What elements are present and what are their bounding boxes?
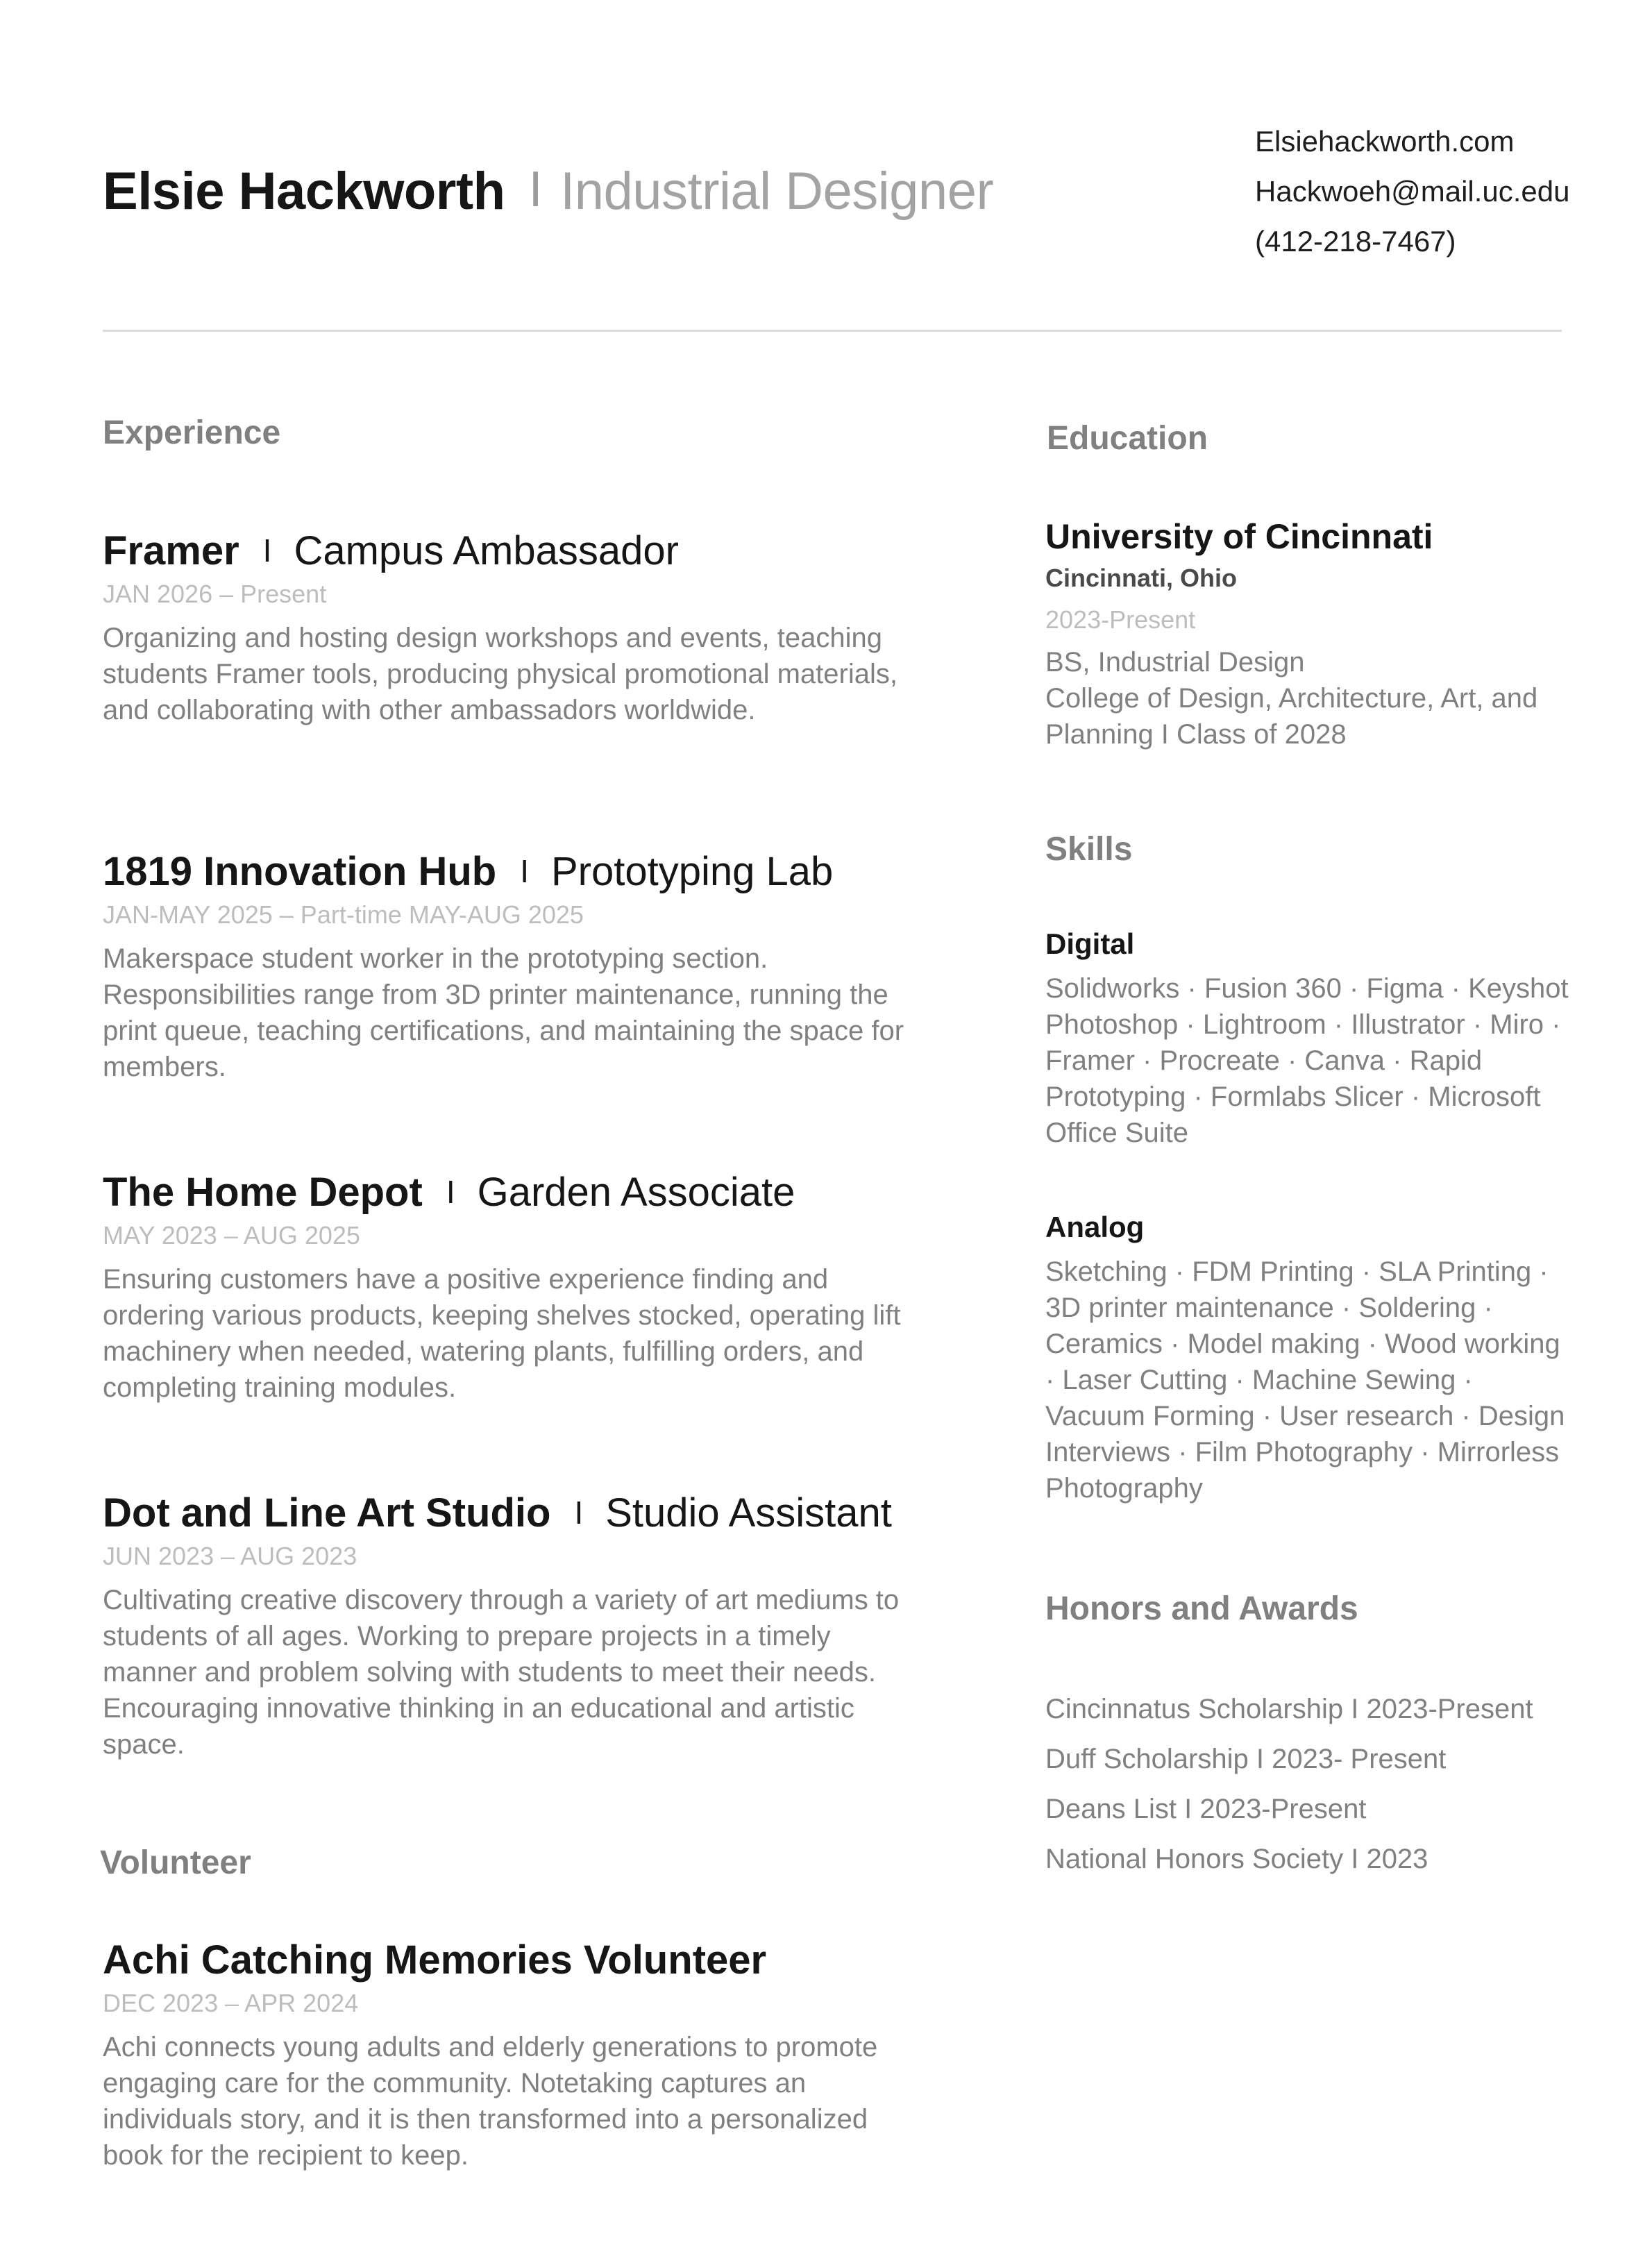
phone-number: (412-218-7467) — [1255, 225, 1456, 258]
email-link[interactable]: Hackwoeh@mail.uc.edu — [1255, 175, 1570, 208]
job-role: Industrial Designer — [560, 162, 994, 221]
honors-heading: Honors and Awards — [1045, 1590, 1358, 1627]
digital-skills-list: Solidworks · Fusion 360 · Figma · Keyshot Photoshop · Lightroom · Illustrator · Miro · Framer · Procreate · Canva · Rapid Prototyping · Formlabs Slicer · Microsoft Office Suite — [1045, 973, 1569, 1148]
job-description: Cultivating creative discovery through a variety of art mediums to students of all ages. Working to prepare projects in a timely manner and problem solving with students to meet their needs. Encouraging innovative thinking in an educational and artistic space. — [103, 1585, 900, 1760]
job-dates: JAN-MAY 2025 – Part-time MAY-AUG 2025 — [103, 900, 584, 929]
degree: BS, Industrial Design — [1045, 647, 1305, 678]
education-item — [1045, 516, 1573, 752]
company-name: Framer — [103, 528, 239, 573]
college-name: College of Design, Architecture, Art, and Planning I Class of 2028 — [1045, 683, 1538, 750]
job-separator: I — [520, 853, 529, 889]
header-divider-rule — [103, 330, 1562, 332]
honor-item: Duff Scholarship I 2023- Present — [1045, 1744, 1447, 1774]
job-header — [103, 528, 915, 574]
volunteer-heading: Volunteer — [100, 1844, 251, 1881]
school-name: University of Cincinnati — [1045, 517, 1433, 556]
website-link[interactable]: Elsiehackworth.com — [1255, 125, 1515, 158]
person-name: Elsie Hackworth — [103, 162, 505, 221]
job-header — [103, 848, 915, 895]
volunteer-dates: DEC 2023 – APR 2024 — [103, 1989, 359, 2017]
digital-skills-group — [1045, 927, 1573, 1151]
experience-item — [103, 848, 915, 1085]
honor-item: Cincinnatus Scholarship I 2023-Present — [1045, 1694, 1533, 1724]
job-dates: JAN 2026 – Present — [103, 580, 327, 608]
digital-skills-title: Digital — [1045, 927, 1135, 960]
job-dates: JUN 2023 – AUG 2023 — [103, 1542, 357, 1570]
job-description: Organizing and hosting design workshops and events, teaching students Framer tools, producing physical promotional materials, and collaborating with other ambassadors worldwide. — [103, 623, 897, 725]
experience-item — [103, 1169, 915, 1406]
experience-item — [103, 1490, 915, 1763]
job-header — [103, 1490, 915, 1536]
header-name-line — [103, 161, 993, 221]
job-dates: MAY 2023 – AUG 2025 — [103, 1221, 360, 1250]
volunteer-role-title: Achi Catching Memories Volunteer — [103, 1937, 767, 1983]
school-location: Cincinnati, Ohio — [1045, 564, 1237, 592]
company-name: The Home Depot — [103, 1170, 423, 1215]
analog-skills-title: Analog — [1045, 1211, 1145, 1243]
job-description: Ensuring customers have a positive experience finding and ordering various products, keeping shelves stocked, operating lift machinery when needed, watering plants, fulfilling orders, and completing training modules. — [103, 1264, 901, 1403]
job-title: Campus Ambassador — [294, 528, 679, 573]
job-description: Makerspace student worker in the prototyping section. Responsibilities range from 3D printer maintenance, running the print queue, teaching certifications, and maintaining the space for members. — [103, 943, 904, 1082]
education-heading: Education — [1047, 420, 1208, 457]
volunteer-description: Achi connects young adults and elderly generations to promote engaging care for the community. Notetaking captures an individuals story, and it is then transformed into a personalized book for the recipient to keep. — [103, 2032, 878, 2171]
analog-skills-list: Sketching · FDM Printing · SLA Printing · 3D printer maintenance · Soldering · Ceramics · Model making · Wood working · Laser Cutting · Machine Sewing · Vacuum Forming · User research · Design Interviews · Film Photography · Mirrorless Photography — [1045, 1256, 1565, 1504]
education-dates: 2023-Present — [1045, 605, 1196, 634]
job-title: Garden Associate — [477, 1170, 795, 1215]
volunteer-item — [103, 1937, 915, 2173]
skills-heading: Skills — [1045, 831, 1133, 868]
experience-item — [103, 528, 915, 728]
job-separator: I — [446, 1174, 455, 1210]
job-title: Prototyping Lab — [550, 849, 834, 894]
company-name: Dot and Line Art Studio — [103, 1490, 551, 1536]
volunteer-role — [103, 1937, 915, 1983]
job-separator: I — [574, 1495, 584, 1531]
job-title: Studio Assistant — [605, 1490, 892, 1536]
analog-skills-group — [1045, 1211, 1573, 1506]
honor-item: National Honors Society I 2023 — [1045, 1844, 1428, 1874]
honor-item: Deans List I 2023-Present — [1045, 1794, 1367, 1824]
experience-heading: Experience — [103, 414, 281, 451]
job-separator: I — [262, 532, 272, 569]
job-header — [103, 1169, 915, 1215]
header-divider: I — [528, 162, 543, 217]
company-name: 1819 Innovation Hub — [103, 849, 497, 894]
